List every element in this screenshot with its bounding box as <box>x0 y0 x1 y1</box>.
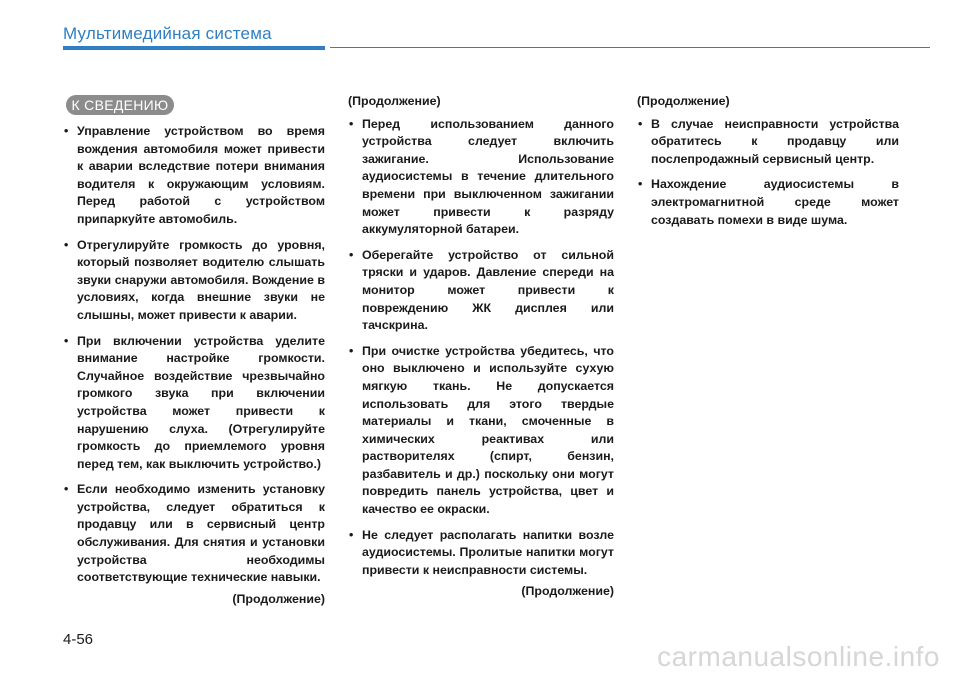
bullet-item: • Оберегайте устройство от сильной тряски и ударов. Давление спереди на монитор может привести к повреждению ЖК дисплея или тачскрина. <box>348 247 614 335</box>
bullet-list <box>348 116 614 580</box>
text-column-2 <box>348 93 614 601</box>
continued-label: (Продолжение) <box>232 591 325 606</box>
bullet-item: • Управление устройством во время вождения автомобиля может привести к аварии вследствие потери внимания водителя к окружающим условиям. Перед работой с устройством припаркуйте автомобиль. <box>63 123 325 229</box>
bullet-item: • Отрегулируйте громкость до уровня, который позволяет водителю слышать звуки снаружи автомобиля. Вождение в условиях, когда внешние звуки не слышны, может привести к аварии. <box>63 237 325 325</box>
page-number: 4-56 <box>63 631 94 648</box>
bullet-item: • Не следует располагать напитки возле аудиосистемы. Пролитые напитки могут привести к неисправности системы. <box>348 527 614 580</box>
text-column-1 <box>63 123 325 608</box>
bullet-item: • Перед использованием данного устройства следует включить зажигание. Использование аудиосистемы в течение длительного времени при выключенном зажигании может привести к разряду аккумуляторной батареи. <box>348 116 614 239</box>
section-badge-notice: К СВЕДЕНИЮ <box>66 95 174 115</box>
bullet-item: • При очистке устройства убедитесь, что оно выключено и используйте сухую мягкую ткань. Не допускается использовать для этого твердые материалы и ткани, смоченные в химических реактивах или растворителях (спирт, бензин, разбавитель и др.) поскольку они могут повредить панель устройства, цвет и качество ее окраски. <box>348 343 614 519</box>
bullet-item: • Если необходимо изменить установку устройства, следует обратиться к продавцу или в сервисный центр обслуживания. Для снятия и установки устройства необходимы соответствующие технические навыки. <box>63 481 325 587</box>
continued-label: (Продолжение) <box>348 94 441 108</box>
page-header-title: Мультимедийная система <box>63 24 272 43</box>
watermark-text: carmanualsonline.info <box>657 641 940 672</box>
text-column-3 <box>637 93 899 237</box>
bullet-list <box>63 123 325 587</box>
continued-label: (Продолжение) <box>521 584 614 599</box>
continued-label: (Продолжение) <box>637 94 730 108</box>
bullet-list <box>637 116 899 230</box>
header-rule-line <box>330 47 930 48</box>
bullet-item: • Нахождение аудиосистемы в электромагнитной среде может создавать помехи в виде шума. <box>637 176 899 229</box>
bullet-item: • В случае неисправности устройства обратитесь к продавцу или послепродажный сервисный центр. <box>637 116 899 169</box>
bullet-item: • При включении устройства уделите внимание настройке громкости. Случайное воздействие чрезвычайно громкого звука при включении устройства может привести к нарушению слуха. (Отрегулируйте громкость до приемлемого уровня перед тем, как выключить устройство.) <box>63 333 325 474</box>
header-accent-bar <box>63 46 325 50</box>
